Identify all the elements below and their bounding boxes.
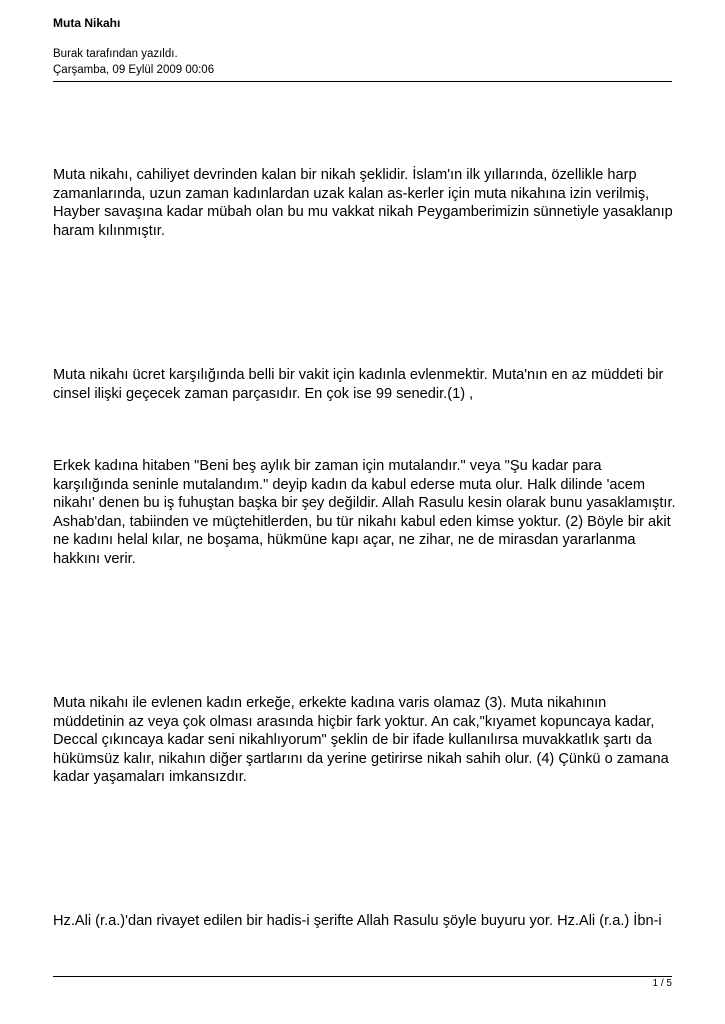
paragraph-4: Muta nikahı ile evlenen kadın erkeğe, erkekte kadına varis olamaz (3). Muta nikahının müddetinin az veya çok olması arasında hiçbir fark yoktur. An cak,"kıyamet kopuncaya kadar, Deccal çıkıncaya kadar seni nikahlıyorum" şeklin de bir ifade kullanılırsa muvakkatlık şartı da hükümsüz kalır, nikahın diğer şartlarını da yerine getirirse nikah sahih olur. (4) Çünkü o zamana kadar yaşamaları imkansızdır. [53, 695, 669, 785]
paragraph-5: Hz.Ali (r.a.)'dan rivayet edilen bir hadis-i şerifte Allah Rasulu şöyle buyuru yor. Hz.Ali (r.a.) İbn-i [53, 913, 662, 929]
paragraph-2: Muta nikahı ücret karşılığında belli bir vakit için kadınla evlenmektir. Muta'nın en az müddeti bir cinsel ilişki geçecek zaman parçasıdır. En çok ise 99 senedir.(1) , [53, 367, 664, 402]
footer-divider [53, 976, 672, 977]
author-line: Burak tarafından yazıldı. [53, 48, 178, 60]
paragraph-1: Muta nikahı, cahiliyet devrinden kalan bir nikah şeklidir. İslam'ın ilk yıllarında, özellikle harp zamanlarında, uzun zaman kadınlardan uzak kalan as-kerler için muta nikahına izin verilmiş, Hayber savaşına kadar mübah olan bu mu vakkat nikah Peygamberimizin sünnetiyle yasaklanıp haram kılınmıştır. [53, 167, 673, 239]
header-divider [53, 81, 672, 82]
date-line: Çarşamba, 09 Eylül 2009 00:06 [53, 64, 215, 76]
page-number: 1 / 5 [652, 978, 672, 989]
page-title: Muta Nikahı [53, 16, 121, 30]
paragraph-3: Erkek kadına hitaben "Beni beş aylık bir zaman için mutalandır." veya "Şu kadar para karşılığında seninle mutalandım." deyip kadın da kabul ederse muta olur. Halk dilinde 'acem nikahı' denen bu iş fuhuştan başka bir şey değildir. Allah Rasulu kesin olarak bunu yasaklamıştır. Ashab'dan, tabiinden ve müçtehitlerden, bu tür nikahı kabul eden kimse yoktur. (2) Böyle bir akit ne kadını helal kılar, ne boşama, hükmüne kapı açar, ne zihar, ne de mirasdan yararlanma hakkını verir. [53, 458, 676, 567]
